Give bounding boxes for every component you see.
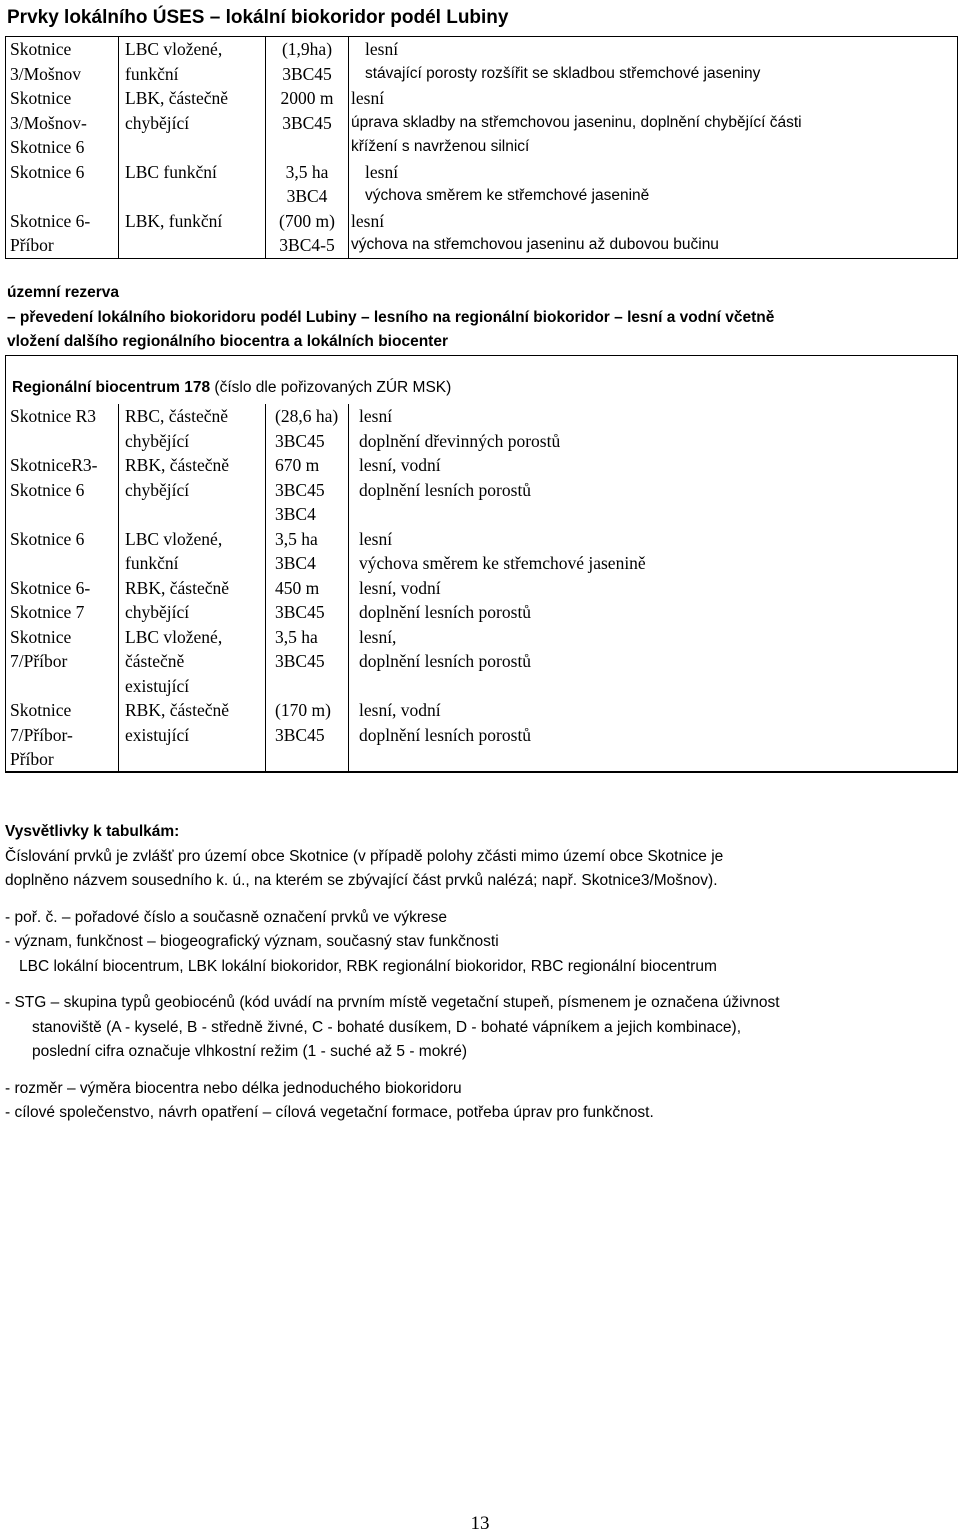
rbc-table-cell-line: doplnění lesních porostů bbox=[359, 479, 532, 500]
lbk-table-cell-c4 bbox=[349, 37, 958, 87]
rbc-table-cell-line: 3BC45 bbox=[275, 430, 325, 451]
rbc-table-cell-line: 3BC45 bbox=[275, 479, 325, 500]
rbc-table-cell-line: doplnění lesních porostů bbox=[359, 602, 532, 622]
rbc-table-cell-line: doplnění lesních porostů bbox=[359, 651, 532, 671]
rbc-table-cell-c1 bbox=[6, 576, 119, 625]
rbc-table-cell-c2 bbox=[119, 453, 266, 527]
rbc-table-cell-line: (28,6 ha) bbox=[275, 406, 339, 426]
rbc-table-cell-c4 bbox=[349, 576, 958, 625]
rbc-table-cell-c2 bbox=[119, 404, 266, 453]
lbk-table-cell-line: 3,5 ha bbox=[285, 161, 329, 182]
rbc-table-cell-line: 3BC45 bbox=[275, 651, 325, 671]
rbc-table-cell-line: Skotnice 6 bbox=[10, 479, 85, 500]
lbk-table-cell-line: Skotnice 6 bbox=[10, 137, 85, 157]
lbk-table-cell-c4 bbox=[349, 86, 958, 160]
rbc-table-cell-line: SkotniceR3- bbox=[10, 455, 98, 475]
rbc-table-cell-c4 bbox=[349, 527, 958, 576]
lbk-table-cell-c3 bbox=[266, 160, 349, 209]
rbc-table-cell-c2 bbox=[119, 625, 266, 699]
lbk-table-cell-line: výchova na střemchovou jaseninu až dubovou bučinu bbox=[351, 236, 719, 253]
lbk-table-cell-line: Příbor bbox=[10, 235, 54, 255]
rbc-table-cell-c4 bbox=[349, 625, 958, 699]
rbc-table-cell-line: doplnění dřevinných porostů bbox=[359, 430, 561, 451]
lbk-table-cell-line: LBC vložené, bbox=[125, 39, 223, 59]
lbk-table-cell-c2 bbox=[119, 86, 266, 160]
rbc-table-cell-c1 bbox=[6, 698, 119, 772]
reserve-label: územní rezerva bbox=[7, 284, 119, 301]
note-rozmer: - rozměr – výměra biocentra nebo délka jednoduchého biokoridoru bbox=[5, 1079, 462, 1097]
lbk-table-cell-line: stávající porosty rozšířit se skladbou střemchové jaseniny bbox=[365, 64, 761, 82]
rbc-table-cell-line: 670 m bbox=[275, 455, 320, 475]
rbc-table bbox=[5, 404, 958, 773]
rbc-table-cell-line: lesní, bbox=[359, 626, 397, 647]
rbc-table-cell-line: 3BC45 bbox=[275, 724, 325, 745]
rbc-table-row bbox=[6, 527, 958, 576]
rbc-table-title: Regionální biocentrum 178 (číslo dle pořizovaných ZÚR MSK) bbox=[12, 379, 452, 396]
rbc-table-cell-line: RBC, částečně bbox=[125, 406, 229, 426]
rbc-table-cell-line: Skotnice bbox=[10, 700, 72, 720]
rbc-table-cell-line: RBK, částečně bbox=[125, 455, 229, 475]
lbk-table-cell-line: 3BC4 bbox=[286, 186, 328, 206]
rbc-table-cell-line: 3,5 ha bbox=[275, 528, 318, 549]
rbc-table-cell-line: RBK, částečně bbox=[125, 577, 229, 598]
lbk-table-cell-c3 bbox=[266, 86, 349, 160]
page-heading: Prvky lokálního ÚSES – lokální biokoridor podél Lubiny bbox=[7, 7, 509, 28]
note-vyznam: - význam, funkčnost – biogeografický význam, současný stav funkčnosti bbox=[5, 933, 499, 950]
lbk-table-row bbox=[6, 86, 958, 160]
rbc-table-cell-line: 3,5 ha bbox=[275, 626, 318, 647]
reserve-block bbox=[7, 281, 957, 355]
rbc-table-cell-line: doplnění lesních porostů bbox=[359, 724, 532, 745]
rbc-table-row bbox=[6, 404, 958, 453]
rbc-table-cell-c2 bbox=[119, 576, 266, 625]
lbk-table-row bbox=[6, 37, 958, 87]
rbc-table-cell-c1 bbox=[6, 404, 119, 453]
page-number: 13 bbox=[470, 1513, 490, 1534]
lbk-table-cell-line: křížení s navrženou silnicí bbox=[351, 138, 530, 155]
rbc-table-cell-line: 7/Příbor- bbox=[10, 724, 73, 745]
rbc-table-row bbox=[6, 576, 958, 625]
lbk-table-cell-line: 3BC4-5 bbox=[279, 235, 335, 255]
lbk-table-cell-line: lesní bbox=[365, 161, 399, 182]
rbc-table-cell-line: Skotnice 6 bbox=[10, 528, 85, 549]
lbk-table-cell-line: (700 m) bbox=[279, 210, 335, 231]
rbc-table-cell-line: existující bbox=[125, 724, 190, 745]
lbk-table-cell-c2 bbox=[119, 37, 266, 87]
rbc-table-cell-line: lesní, vodní bbox=[359, 700, 441, 720]
rbc-table-cell-line: Skotnice bbox=[10, 626, 72, 647]
rbc-table-cell-c3 bbox=[266, 698, 349, 772]
lbk-table-cell-line: 2000 m bbox=[280, 88, 334, 108]
lbk-table-cell-c2 bbox=[119, 160, 266, 209]
rbc-table-cell-c3 bbox=[266, 576, 349, 625]
lbk-table-cell-line: 3BC45 bbox=[282, 112, 332, 133]
notes-intro-1: Číslování prvků je zvlášť pro území obce Skotnice (v případě polohy zčásti mimo území obce Skotnice je bbox=[5, 847, 724, 865]
lbk-table-cell-c1 bbox=[6, 37, 119, 87]
rbc-table-cell-c1 bbox=[6, 625, 119, 699]
rbc-table-cell-line: Skotnice 7 bbox=[10, 602, 85, 622]
note-abbr: LBC lokální biocentrum, LBK lokální biokoridor, RBK regionální biokoridor, RBC regionální biocentrum bbox=[19, 957, 717, 975]
rbc-table-row bbox=[6, 453, 958, 527]
lbk-table-row bbox=[6, 209, 958, 259]
rbc-table-cell-c1 bbox=[6, 527, 119, 576]
lbk-table-cell-line: Skotnice bbox=[10, 88, 72, 108]
rbc-table-cell-line: lesní bbox=[359, 406, 393, 426]
lbk-table-cell-c4 bbox=[349, 209, 958, 259]
lbk-table-cell-line: lesní bbox=[351, 88, 385, 108]
lbk-table-cell-c4 bbox=[349, 160, 958, 209]
lbk-table-cell-line: úprava skladby na střemchovou jaseninu, doplnění chybějící části bbox=[351, 113, 802, 131]
lbk-table-cell-line: LBC funkční bbox=[125, 161, 217, 182]
lbk-table-cell-c1 bbox=[6, 86, 119, 160]
rbc-table-cell-line: (170 m) bbox=[275, 700, 331, 720]
rbc-table-cell-line: chybějící bbox=[125, 602, 190, 622]
lbk-table-cell-line: Skotnice 6 bbox=[10, 161, 85, 182]
lbk-table-cell-c1 bbox=[6, 160, 119, 209]
rbc-table-cell-c2 bbox=[119, 698, 266, 772]
lbk-table bbox=[5, 36, 958, 259]
rbc-table-row bbox=[6, 698, 958, 772]
rbc-table-cell-line: Skotnice R3 bbox=[10, 406, 97, 426]
notes-section bbox=[5, 820, 955, 1126]
rbc-table-row bbox=[6, 625, 958, 699]
rbc-table-cell-c4 bbox=[349, 453, 958, 527]
rbc-table-cell-line: lesní, vodní bbox=[359, 577, 441, 598]
lbk-table-cell-line: výchova směrem ke střemchové jasenině bbox=[365, 187, 650, 204]
lbk-table-cell-line: lesní bbox=[351, 210, 385, 231]
lbk-table-cell-line: 3/Mošnov- bbox=[10, 112, 87, 133]
lbk-table-cell-line: 3/Mošnov bbox=[10, 63, 81, 84]
rbc-table-cell-c3 bbox=[266, 404, 349, 453]
rbc-table-cell-c2 bbox=[119, 527, 266, 576]
lbk-table-cell-line: funkční bbox=[125, 63, 179, 84]
lbk-table-cell-c1 bbox=[6, 209, 119, 259]
rbc-table-cell-c4 bbox=[349, 698, 958, 772]
lbk-table-cell-line: chybějící bbox=[125, 112, 190, 133]
note-por: - poř. č. – pořadové číslo a současně označení prvků ve výkrese bbox=[5, 908, 447, 926]
rbc-table-cell-line: existující bbox=[125, 675, 190, 696]
rbc-table-cell-line: LBC vložené, bbox=[125, 626, 223, 647]
note-stg-3: poslední cifra označuje vlhkostní režim (1 - suché až 5 - mokré) bbox=[32, 1043, 468, 1060]
rbc-table-cell-line: Skotnice 6- bbox=[10, 577, 91, 598]
lbk-table-cell-c3 bbox=[266, 37, 349, 87]
lbk-table-cell-c2 bbox=[119, 209, 266, 259]
rbc-table-cell-c1 bbox=[6, 453, 119, 527]
lbk-table-cell-c3 bbox=[266, 209, 349, 259]
reserve-text-1: – převedení lokálního biokoridoru podél Lubiny – lesního na regionální biokoridor – lesní a vodní včetně bbox=[7, 308, 775, 326]
note-cilove: - cílové společenstvo, návrh opatření – cílová vegetační formace, potřeba úprav pro funkčnost. bbox=[5, 1104, 654, 1121]
rbc-table-cell-line: funkční bbox=[125, 553, 179, 573]
lbk-table-cell-line: 3BC45 bbox=[282, 63, 332, 84]
lbk-table-cell-line: lesní bbox=[365, 39, 399, 59]
rbc-table-cell-c3 bbox=[266, 453, 349, 527]
note-stg-1: - STG – skupina typů geobiocénů (kód uvádí na prvním místě vegetační stupeň, písmenem je označena úživnost bbox=[5, 994, 780, 1011]
note-stg-2: stanoviště (A - kyselé, B - středně živné, C - bohaté dusíkem, D - bohaté vápníkem a jejich kombinace), bbox=[32, 1018, 742, 1036]
notes-title: Vysvětlivky k tabulkám: bbox=[5, 823, 180, 840]
lbk-table-row bbox=[6, 160, 958, 209]
rbc-table-cell-line: Příbor bbox=[10, 749, 54, 769]
rbc-table-cell-line: 450 m bbox=[275, 577, 320, 598]
rbc-table-cell-line: 3BC45 bbox=[275, 602, 325, 622]
rbc-table-cell-line: 7/Příbor bbox=[10, 651, 68, 671]
lbk-table-cell-line: LBK, částečně bbox=[125, 88, 229, 108]
rbc-table-cell-line: částečně bbox=[125, 651, 185, 671]
rbc-table-cell-c4 bbox=[349, 404, 958, 453]
rbc-table-cell-line: 3BC4 bbox=[275, 504, 316, 524]
lbk-table-cell-line: (1,9ha) bbox=[281, 39, 333, 59]
rbc-table-cell-line: lesní, vodní bbox=[359, 455, 441, 475]
rbc-table-cell-c3 bbox=[266, 527, 349, 576]
rbc-table-cell-line: chybějící bbox=[125, 430, 190, 451]
rbc-table-cell-line: výchova směrem ke střemchové jasenině bbox=[359, 553, 646, 573]
lbk-table-cell-line: Skotnice 6- bbox=[10, 210, 91, 231]
rbc-table-cell-line: LBC vložené, bbox=[125, 528, 223, 549]
rbc-table-cell-line: 3BC4 bbox=[275, 553, 316, 573]
rbc-table-cell-line: lesní bbox=[359, 528, 393, 549]
rbc-table-cell-c3 bbox=[266, 625, 349, 699]
reserve-text-2: vložení dalšího regionálního biocentra a lokálních biocenter bbox=[7, 333, 448, 350]
rbc-table-cell-line: chybějící bbox=[125, 479, 190, 500]
lbk-table-cell-line: Skotnice bbox=[10, 39, 72, 59]
rbc-table-cell-line: RBK, částečně bbox=[125, 700, 229, 720]
lbk-table-cell-line: LBK, funkční bbox=[125, 210, 223, 231]
notes-intro-2: doplněno názvem sousedního k. ú., na kterém se zbývající část prvků nalézá; např. Skotnice3/Mošnov). bbox=[5, 872, 718, 889]
